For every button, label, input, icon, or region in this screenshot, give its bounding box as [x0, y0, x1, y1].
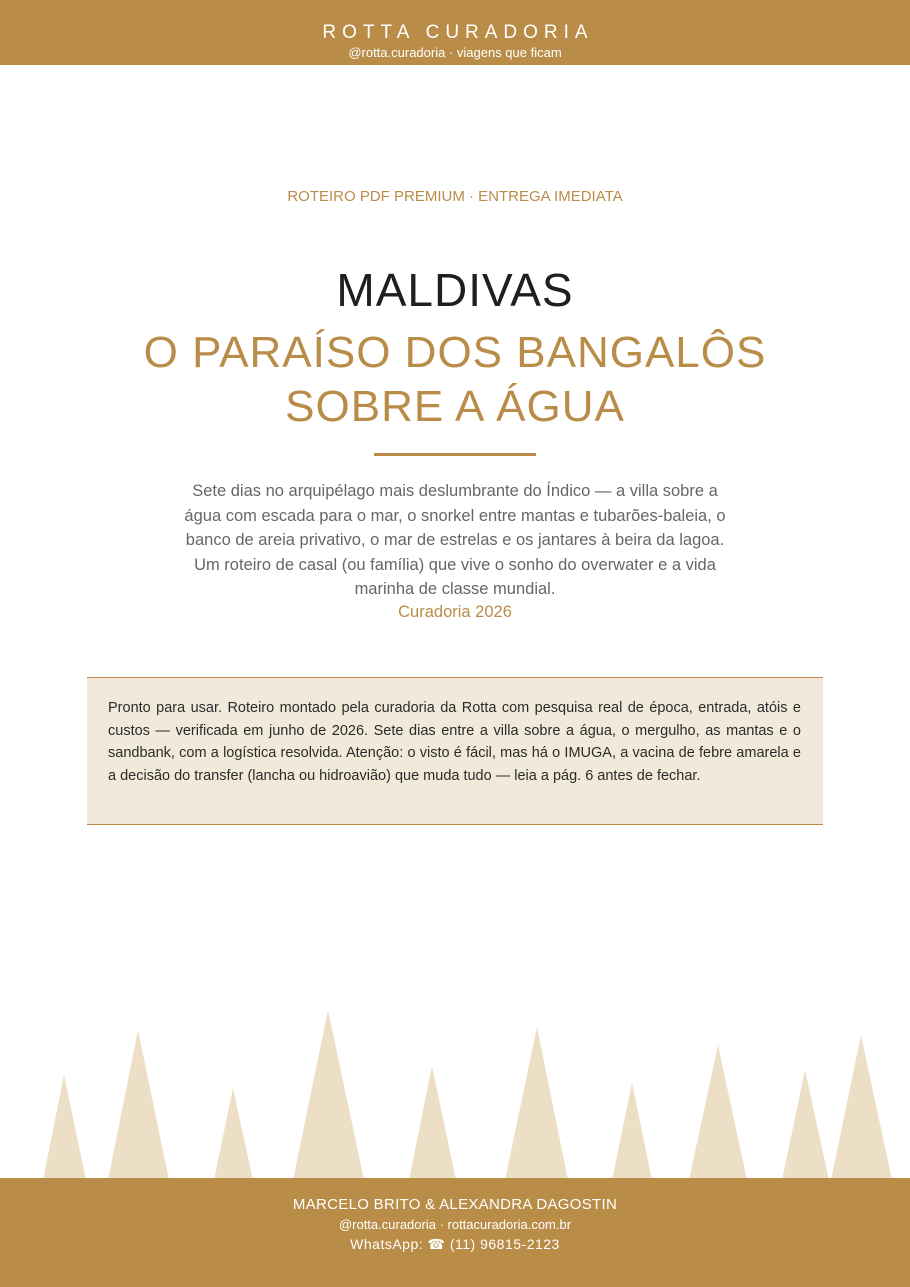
footer-whatsapp: WhatsApp: ☎ (11) 96815-2123 — [350, 1236, 560, 1252]
footer-authors: MARCELO BRITO & ALEXANDRA DAGOSTIN — [292, 1196, 618, 1213]
notice-box — [87, 677, 823, 825]
peak-shape — [831, 1035, 892, 1180]
peak-shape — [409, 1066, 456, 1180]
brand-handle: @rotta.curadoria · viagens que ficam — [348, 45, 562, 60]
header-bar — [0, 0, 910, 65]
peak-shape — [214, 1088, 253, 1180]
eyebrow-label: ROTEIRO PDF PREMIUM · ENTREGA IMEDIATA — [287, 188, 623, 205]
lead-paragraph: Sete dias no arquipélago mais deslumbrante do Índico — a villa sobre a água com escada para o mar, o snorkel entre mantas e tubarões-baleia, o banco de areia privativo, o mar de estrelas e os jantares à beira da lagoa. Um roteiro de casal (ou família) que vive o sonho do overwater e a vida marinha de classe mundial. — [184, 482, 726, 598]
footer-website: @rotta.curadoria · rottacuradoria.com.br — [338, 1217, 572, 1232]
peak-shape — [108, 1030, 169, 1180]
footer-bar — [0, 1178, 910, 1287]
page-subtitle: O PARAÍSO DOS BANGALÔS SOBRE A ÁGUA — [143, 328, 767, 431]
lead-signature: Curadoria 2026 — [398, 603, 512, 621]
peak-shape — [689, 1045, 747, 1180]
page-title: MALDIVAS — [336, 264, 574, 316]
decorative-peaks — [0, 1000, 910, 1180]
title-divider — [374, 453, 536, 456]
peak-shape — [782, 1070, 829, 1180]
peak-shape — [293, 1010, 364, 1180]
peak-shape — [612, 1083, 652, 1180]
brand-name: ROTTA CURADORIA — [322, 22, 594, 43]
notice-text: Pronto para usar. Roteiro montado pela curadoria da Rotta com pesquisa real de época, entrada, atóis e custos — verificada em junho de 2026. Sete dias entre a villa sobre a água, o mergulho, as mantas e o sandbank, com a logística resolvida. Atenção: o visto é fácil, mas há o IMUGA, a vacina de febre amarela e a decisão do transfer (lancha ou hidroavião) que muda tudo — leia a pág. 6 antes de fechar. — [108, 700, 801, 784]
peak-shape — [505, 1027, 568, 1180]
peak-shape — [43, 1075, 86, 1180]
